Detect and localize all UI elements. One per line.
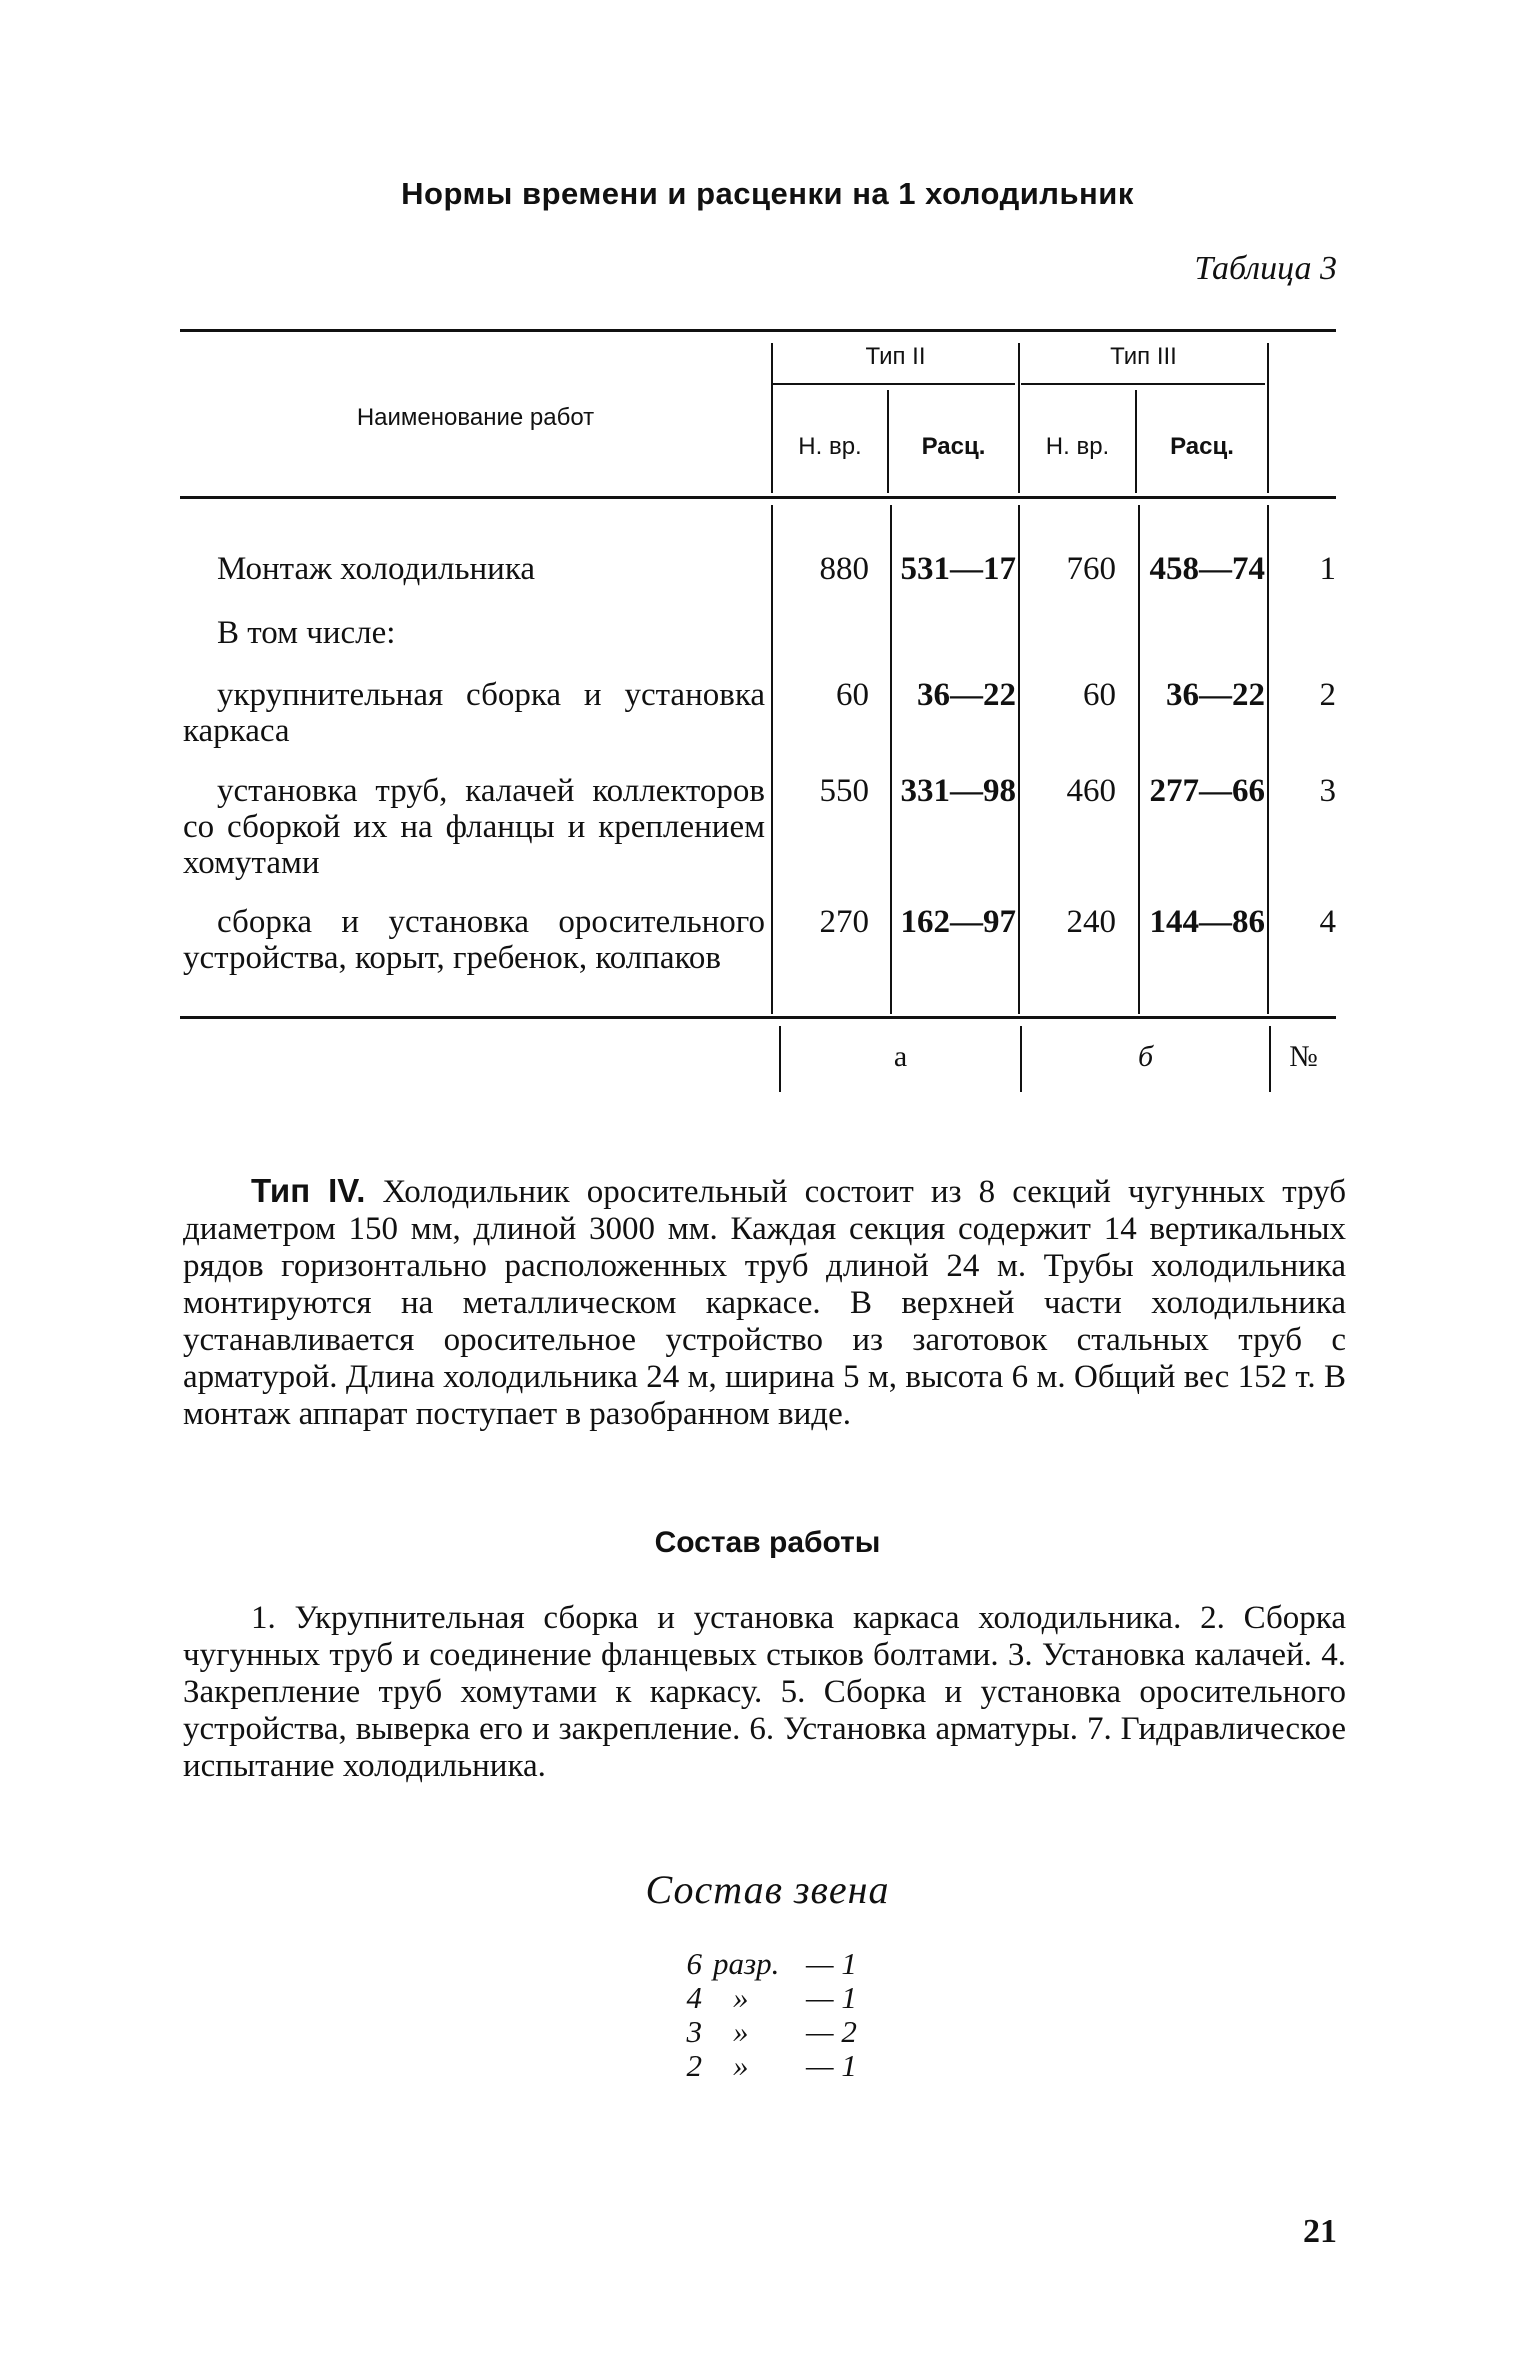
crew-count: — 1: [806, 1946, 857, 1981]
type4-text: Холодильник оросительный состоит из 8 секций чугунных труб диаметром 150 мм, длиной 3000 мм. Каждая секция содержит 14 вертикальных рядов горизонтально расположенных труб длиной 24 м. Трубы холодильника монтируются на металлическом каркасе. В верхней части холодильника устанавливается оросительное устройство из заготовок стальных труб с арматурой. Длина холодильника 24 м, ширина 5 м, высота 6 м. Общий вес 152 т. В монтаж аппарат поступает в разобранном виде.: [183, 1174, 1346, 1432]
type2-rate-cell: 36—22: [917, 677, 1016, 713]
row-number-cell: 1: [1319, 551, 1336, 587]
col-header-type2: Тип II: [865, 343, 926, 370]
type2-rate-cell: 331—98: [900, 773, 1016, 809]
type3-group-rule: [1021, 383, 1265, 385]
page-number: 21: [1303, 2213, 1337, 2250]
table-bottom-rule: [180, 1016, 1336, 1019]
row-number-cell: 3: [1319, 773, 1336, 809]
type3-rate-cell: 277—66: [1149, 773, 1265, 809]
type3-norm-cell: 760: [1066, 551, 1116, 587]
page-heading: Нормы времени и расценки на 1 холодильник: [401, 176, 1134, 211]
row-name: установка труб, калачей коллекторов со сборкой их на фланцы и креплением хомутами: [183, 773, 765, 881]
row-name: В том числе:: [217, 615, 396, 651]
col-header-type3-norm: Н. вр.: [1045, 433, 1110, 460]
col-header-type2-norm: Н. вр.: [798, 433, 862, 460]
crew-count: — 1: [806, 2048, 857, 2083]
type2-group-rule: [773, 383, 1015, 385]
col-header-work-name: Наименование работ: [356, 404, 595, 431]
type2-norm-cell: 550: [819, 773, 869, 809]
col-header-type3: Тип III: [1110, 343, 1177, 370]
type3-rate-cell: 36—22: [1166, 677, 1265, 713]
crew-grade: 6: [686, 1946, 702, 1981]
type3-norm-cell: 460: [1066, 773, 1116, 809]
crew-grade-word: разр.: [713, 1946, 780, 1981]
col-header-type3-rate: Расц.: [1170, 433, 1234, 460]
row-name: сборка и установка оросительного устройства, корыт, гребенок, колпаков: [183, 904, 765, 976]
type4-lead: Тип IV.: [251, 1172, 366, 1209]
crew-grade-word: »: [733, 2048, 749, 2083]
type2-norm-cell: 60: [836, 677, 869, 713]
work-composition-text: 1. Укрупнительная сборка и установка каркаса холодильника. 2. Сборка чугунных труб и соединение фланцевых стыков болтами. 3. Установка калачей. 4. Закрепление труб хомутами к каркасу. 5. Сборка и установка оросительного устройства, выверка его и закрепление. 6. Установка арматуры. 7. Гидравлическое испытание холодильника.: [183, 1600, 1346, 1784]
work-composition-title: Состав работы: [654, 1526, 881, 1559]
type2-rate-cell: 162—97: [900, 904, 1016, 940]
type2-rate-cell: 531—17: [900, 551, 1016, 587]
col-header-type2-rate: Расц.: [921, 433, 986, 460]
row-name: Монтаж холодильника: [217, 551, 535, 587]
crew-grade: 2: [686, 2048, 702, 2083]
type3-norm-cell: 60: [1083, 677, 1116, 713]
crew-title: Состав звена: [645, 1867, 890, 1912]
type3-rate-cell: 458—74: [1149, 551, 1265, 587]
type2-norm-cell: 270: [819, 904, 869, 940]
crew-grade: 3: [686, 2014, 702, 2049]
row-name: укрупнительная сборка и установка каркаса: [183, 677, 765, 749]
row-number-cell: 2: [1319, 677, 1336, 713]
type3-rate-cell: 144—86: [1149, 904, 1265, 940]
header-bottom-rule: [180, 496, 1336, 499]
header-divider: [1267, 343, 1269, 493]
row-number-cell: 4: [1319, 904, 1336, 940]
footer-label-number: №: [1289, 1040, 1318, 1073]
crew-grade: 4: [686, 1980, 702, 2015]
crew-count: — 2: [806, 2014, 857, 2049]
crew-grade-word: »: [733, 1980, 749, 2015]
table-top-rule: [180, 329, 1336, 332]
table-label: Таблица 3: [1194, 250, 1337, 287]
type3-norm-cell: 240: [1066, 904, 1116, 940]
type2-norm-cell: 880: [819, 551, 869, 587]
footer-label-b: б: [1137, 1040, 1154, 1073]
type4-description: [183, 1172, 1346, 1433]
crew-count: — 1: [806, 1980, 857, 2015]
footer-label-a: а: [893, 1040, 908, 1073]
crew-grade-word: »: [733, 2014, 749, 2049]
